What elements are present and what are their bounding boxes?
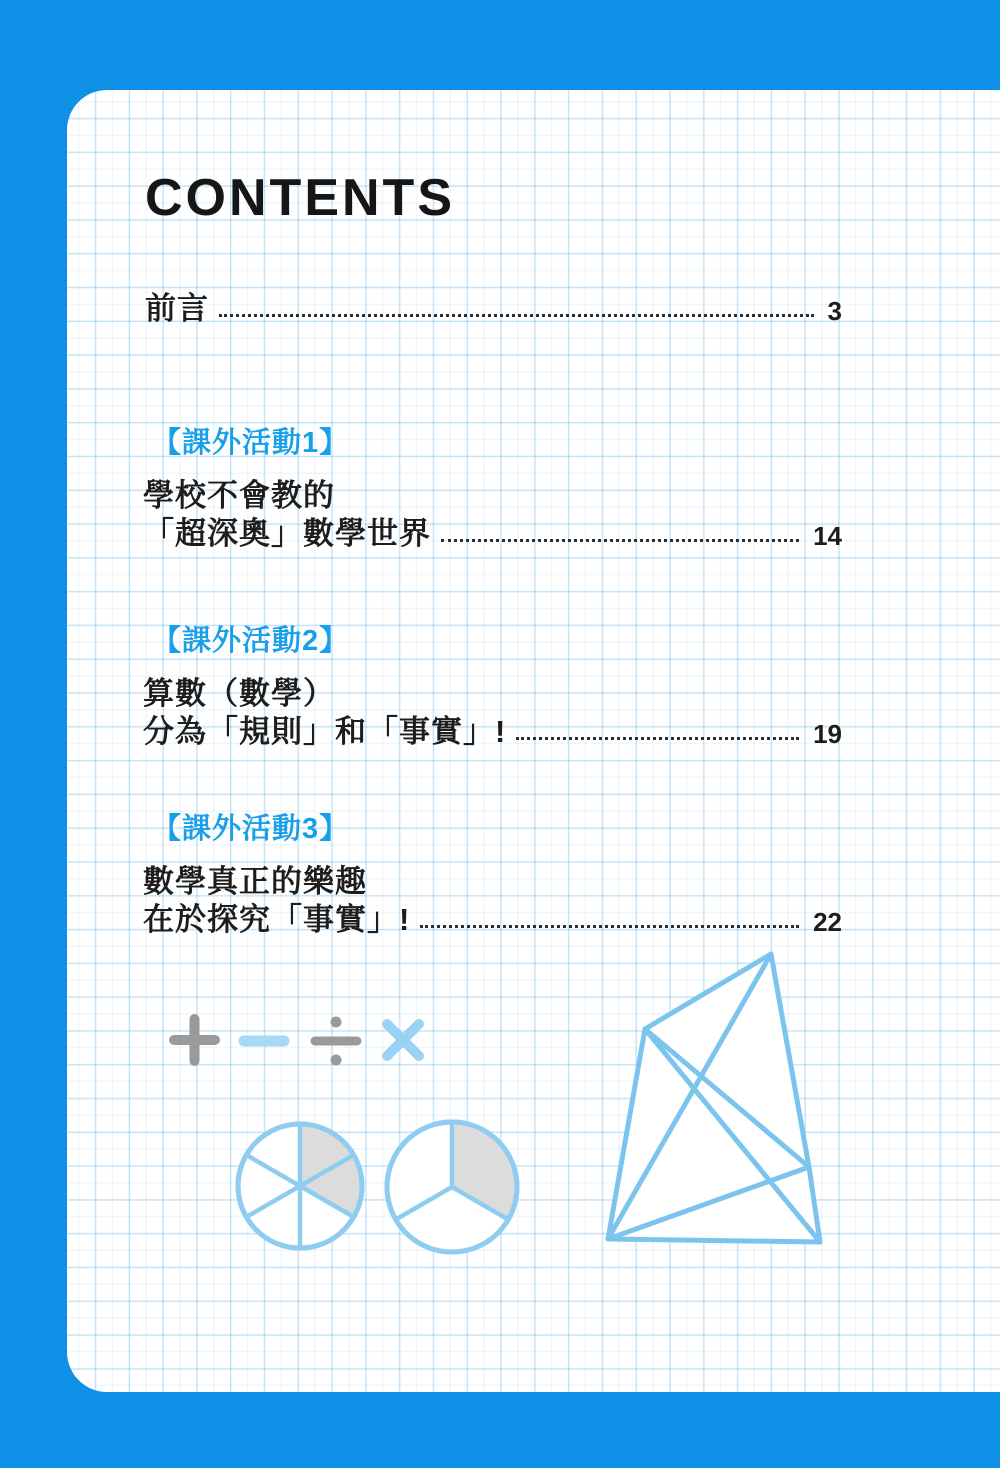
toc-entry-activity-2: [143, 618, 842, 750]
plus-icon: [174, 1019, 215, 1061]
toc-entry-line2-row: [143, 901, 842, 938]
toc-entry-activity-3: [143, 806, 842, 938]
toc-entry-line1: 數學真正的樂趣: [143, 864, 367, 899]
section-kicker: 【課外活動2】: [152, 625, 350, 657]
fraction-pie-sixths: [238, 1124, 362, 1248]
toc-entry-activity-1: [143, 420, 842, 552]
toc-page-number: 22: [813, 907, 842, 938]
toc-entry-line2-row: [143, 713, 842, 750]
toc-page-number: 3: [827, 296, 842, 327]
toc-entry-line2-row: [143, 515, 842, 552]
times-icon: [387, 1024, 419, 1056]
toc-entry-label: 前言: [145, 291, 209, 326]
divide-icon: [315, 1017, 357, 1066]
toc-page-number: 14: [813, 521, 842, 552]
polyhedron-wireframe: [608, 954, 820, 1242]
section-kicker: 【課外活動1】: [152, 427, 350, 459]
toc-entry-preface: [145, 290, 842, 327]
section-kicker: 【課外活動3】: [152, 813, 350, 845]
toc-page-number: 19: [813, 719, 842, 750]
dotted-leader: [420, 925, 799, 928]
fraction-pie-thirds: [387, 1122, 517, 1252]
toc-entry-line1: 算數（數學）: [143, 676, 335, 711]
dotted-leader: [441, 539, 799, 542]
toc-entry-line2: 分為「規則」和「事實」!: [143, 714, 507, 749]
dotted-leader: [219, 314, 814, 317]
contents-page: [67, 90, 1000, 1392]
toc-entry-line1: 學校不會教的: [143, 478, 335, 513]
dotted-leader: [516, 737, 799, 740]
toc-entry-line2: 「超深奧」數學世界: [143, 516, 431, 551]
toc-entry-line2: 在於探究「事實」!: [143, 902, 411, 937]
page-title: CONTENTS: [145, 169, 455, 227]
